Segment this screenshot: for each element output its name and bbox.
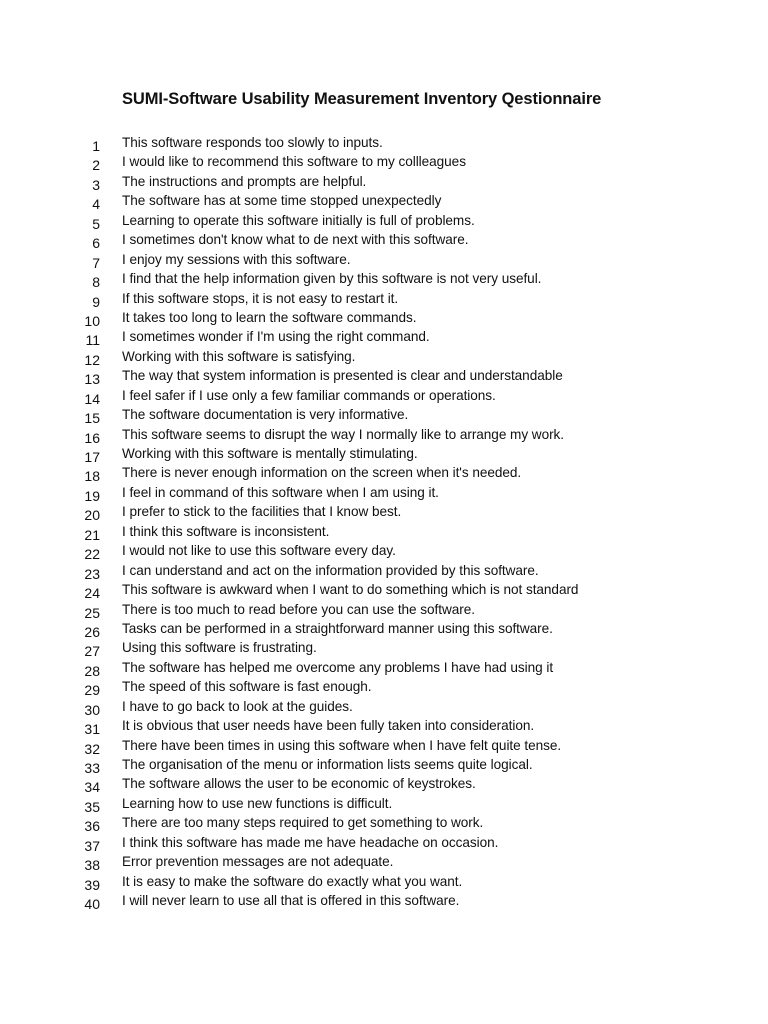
question-item (0, 639, 768, 658)
question-item (0, 756, 768, 775)
question-item (0, 212, 768, 231)
question-text: I can understand and act on the information provided by this software. (122, 562, 539, 578)
question-number: 38 (84, 857, 100, 874)
question-number: 10 (84, 312, 100, 329)
question-item (0, 192, 768, 211)
question-number: 32 (84, 740, 100, 757)
question-text: Learning how to use new functions is difficult. (122, 795, 393, 811)
question-item (0, 620, 768, 639)
question-number: 21 (84, 526, 100, 543)
question-text: The software documentation is very informative. (122, 407, 409, 423)
question-number: 25 (84, 604, 100, 621)
question-text: It is obvious that user needs have been fully taken into consideration. (122, 718, 535, 734)
question-text: The software allows the user to be economic of keystrokes. (122, 776, 476, 792)
question-item (0, 698, 768, 717)
question-item (0, 445, 768, 464)
question-number: 7 (92, 254, 100, 271)
question-text: I find that the help information given by this software is not very useful. (122, 271, 542, 287)
question-number: 39 (84, 876, 100, 893)
question-text: It is easy to make the software do exactly what you want. (122, 873, 463, 889)
question-number: 5 (92, 215, 100, 232)
question-item (0, 173, 768, 192)
question-number: 24 (84, 585, 100, 602)
question-text: There is too much to read before you can use the software. (122, 601, 476, 617)
question-number: 2 (92, 157, 100, 174)
question-text: Learning to operate this software initially is full of problems. (122, 212, 475, 228)
question-item (0, 426, 768, 445)
question-text: The software has at some time stopped unexpectedly (122, 193, 442, 209)
question-number: 17 (84, 449, 100, 465)
question-text: There are too many steps required to get something to work. (122, 815, 484, 831)
question-text: I prefer to stick to the facilities that I know best. (122, 504, 402, 520)
question-number: 27 (84, 643, 100, 660)
question-text: Error prevention messages are not adequate. (122, 854, 394, 870)
question-item (0, 270, 768, 289)
question-item (0, 892, 768, 911)
question-item (0, 484, 768, 503)
question-number: 22 (84, 546, 100, 563)
question-number: 34 (84, 779, 100, 796)
question-item (0, 717, 768, 736)
question-item (0, 309, 768, 328)
question-item (0, 873, 768, 892)
question-number: 36 (84, 818, 100, 835)
question-item (0, 153, 768, 172)
question-item (0, 659, 768, 678)
question-text: This software seems to disrupt the way I normally like to arrange my work. (122, 426, 565, 442)
question-text: I enjoy my sessions with this software. (122, 251, 351, 267)
question-number: 6 (92, 235, 100, 252)
question-text: I sometimes wonder if I'm using the right command. (122, 329, 430, 345)
question-number: 20 (84, 507, 100, 524)
question-number: 40 (84, 896, 100, 913)
question-item (0, 328, 768, 347)
question-text: Working with this software is mentally stimulating. (122, 446, 418, 461)
question-item (0, 814, 768, 833)
question-item (0, 562, 768, 581)
question-number: 8 (92, 274, 100, 291)
question-number: 19 (84, 487, 100, 504)
question-item (0, 853, 768, 872)
question-item (0, 737, 768, 756)
question-item (0, 581, 768, 600)
question-number: 30 (84, 701, 100, 718)
question-text: If this software stops, it is not easy to restart it. (122, 290, 399, 306)
question-text: It takes too long to learn the software commands. (122, 309, 417, 325)
question-text: The organisation of the menu or information lists seems quite logical. (122, 757, 533, 772)
question-list (0, 134, 768, 912)
question-text: The way that system information is presented is clear and understandable (122, 368, 563, 384)
question-text: Working with this software is satisfying. (122, 348, 356, 364)
question-number: 35 (84, 798, 100, 815)
question-item (0, 387, 768, 406)
question-number: 1 (92, 138, 100, 154)
question-number: 23 (84, 565, 100, 582)
question-number: 16 (84, 429, 100, 446)
question-text: I have to go back to look at the guides. (122, 698, 353, 714)
question-number: 29 (84, 682, 100, 699)
question-number: 3 (92, 176, 100, 193)
question-text: I feel safer if I use only a few familiar commands or operations. (122, 387, 496, 403)
question-text: The software has helped me overcome any problems I have had using it (122, 659, 554, 675)
question-text: The speed of this software is fast enough. (122, 679, 372, 695)
question-text: Tasks can be performed in a straightforward manner using this software. (122, 620, 553, 636)
question-text: Using this software is frustrating. (122, 640, 317, 656)
question-text: I feel in command of this software when I am using it. (122, 484, 439, 500)
question-item (0, 834, 768, 853)
question-item (0, 251, 768, 270)
question-text: This software responds too slowly to inputs. (122, 135, 383, 150)
question-item (0, 601, 768, 620)
question-item (0, 348, 768, 367)
question-item (0, 775, 768, 794)
question-text: The instructions and prompts are helpful. (122, 173, 367, 189)
question-number: 26 (84, 623, 100, 640)
question-text: I would not like to use this software every day. (122, 543, 396, 559)
question-text: There have been times in using this software when I have felt quite tense. (122, 737, 562, 753)
question-text: There is never enough information on the screen when it's needed. (122, 465, 522, 481)
question-number: 14 (84, 390, 100, 407)
question-number: 33 (84, 760, 100, 776)
question-item (0, 406, 768, 425)
question-item (0, 231, 768, 250)
question-number: 11 (85, 332, 100, 349)
question-number: 12 (84, 351, 100, 368)
question-number: 15 (84, 410, 100, 427)
question-item (0, 134, 768, 153)
question-item (0, 367, 768, 386)
question-number: 37 (84, 837, 100, 854)
question-text: This software is awkward when I want to do something which is not standard (122, 582, 579, 598)
question-item (0, 503, 768, 522)
question-item (0, 678, 768, 697)
question-text: I sometimes don't know what to de next with this software. (122, 232, 469, 248)
question-text: I would like to recommend this software to my collleagues (122, 154, 466, 170)
question-text: I think this software is inconsistent. (122, 523, 330, 539)
question-text: I think this software has made me have headache on occasion. (122, 834, 499, 850)
question-item (0, 542, 768, 561)
question-number: 18 (84, 468, 100, 485)
question-item (0, 795, 768, 814)
question-number: 31 (84, 721, 100, 738)
question-item (0, 290, 768, 309)
question-item (0, 523, 768, 542)
question-item (0, 464, 768, 483)
question-number: 28 (84, 662, 100, 679)
question-number: 13 (84, 371, 100, 388)
question-number: 4 (92, 196, 100, 213)
question-number: 9 (92, 293, 100, 310)
document-title: SUMI-Software Usability Measurement Inventory Qestionnaire (122, 90, 602, 108)
question-text: I will never learn to use all that is offered in this software. (122, 893, 460, 909)
